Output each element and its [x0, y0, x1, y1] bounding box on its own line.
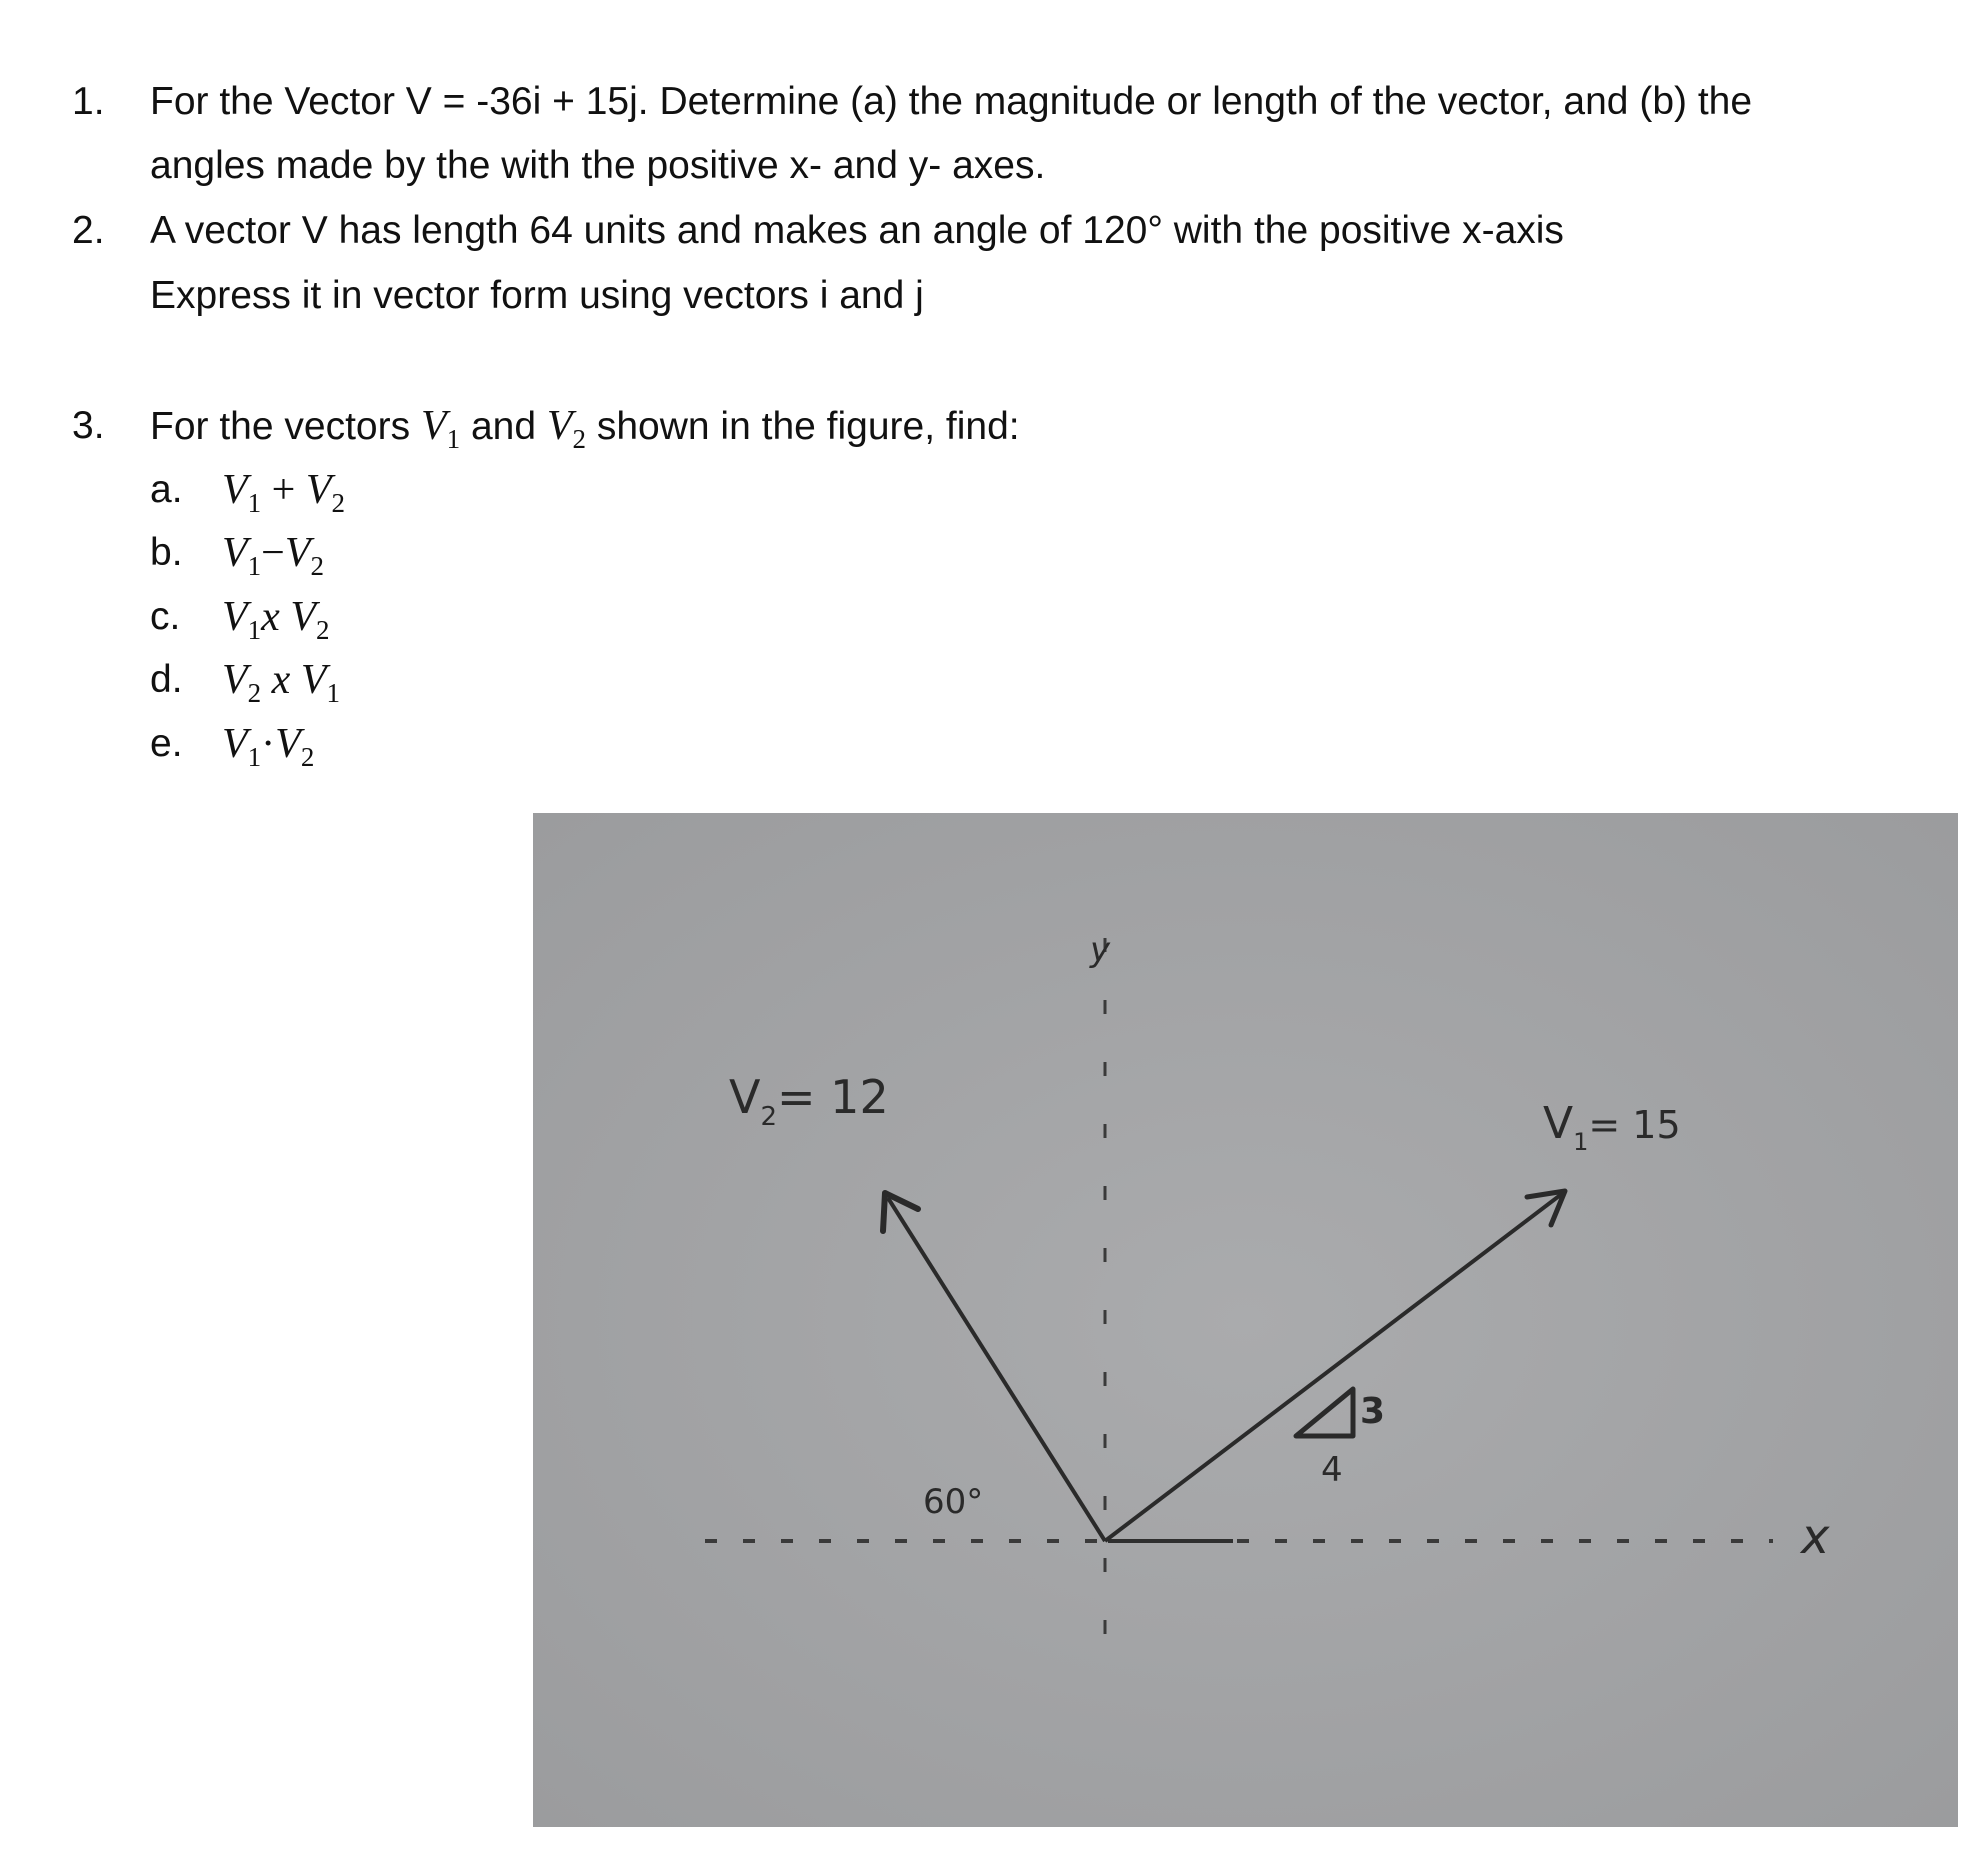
v-letter: V: [222, 657, 248, 703]
v2-symbol: [546, 403, 587, 454]
subscript-2: 2: [572, 424, 587, 454]
plus-operator: +: [271, 467, 296, 513]
vector-figure: [533, 813, 1958, 1827]
part-c-expression: [222, 593, 330, 645]
question-1-number: 1.: [72, 80, 105, 123]
cross-operator: x: [271, 657, 291, 703]
question-1-line-1: For the Vector V = -36i + 15j. Determine (a) the magnitude or length of the vector, and (b) the: [150, 80, 1753, 123]
subscript-1: 1: [326, 678, 340, 708]
question-2-number: 2.: [72, 209, 105, 252]
v1-letter: V: [1543, 1098, 1574, 1149]
cross-operator: x: [261, 594, 280, 640]
v2-letter: V: [729, 1070, 761, 1124]
y-axis-label: y: [1090, 930, 1111, 970]
v1-subscript: 1: [1573, 1128, 1589, 1156]
v-letter: V: [222, 594, 248, 640]
subscript-2: 2: [315, 615, 330, 645]
v-letter: V: [300, 657, 327, 703]
v-letter: V: [222, 530, 248, 576]
minus-operator: −: [261, 530, 285, 576]
v-letter: V: [222, 721, 248, 767]
question-3-and: and: [470, 405, 537, 448]
part-e-expression: [222, 720, 315, 772]
subscript-1: 1: [247, 488, 262, 518]
question-3-suffix: shown in the figure, find:: [596, 405, 1020, 448]
v-letter: V: [284, 530, 311, 576]
vector-diagram: [533, 813, 1958, 1827]
v2-label: [729, 1070, 889, 1132]
question-3-prefix: For the vectors: [150, 405, 411, 448]
part-b-letter: b.: [150, 531, 183, 574]
triangle-rise-label: 3: [1360, 1391, 1386, 1432]
part-c-letter: c.: [150, 595, 181, 638]
part-d-letter: d.: [150, 658, 183, 701]
v-letter: V: [275, 721, 301, 767]
v1-symbol: [420, 403, 461, 454]
triangle-run-label: 4: [1321, 1450, 1343, 1490]
question-2-line-1: A vector V has length 64 units and makes an angle of 120° with the positive x-axis: [150, 209, 1564, 252]
v-letter: V: [546, 403, 573, 449]
v2-subscript: 2: [760, 1102, 778, 1132]
v-letter: V: [222, 467, 248, 513]
part-d-expression: [222, 656, 340, 708]
subscript-2: 2: [310, 551, 324, 581]
figure-background: [533, 813, 1958, 1827]
question-1-line-2: angles made by the with the positive x- and y- axes.: [150, 144, 1046, 187]
v-letter: V: [305, 467, 332, 513]
angle-label: 60°: [923, 1482, 984, 1522]
v-letter: V: [420, 403, 447, 449]
x-axis-label: x: [1801, 1509, 1830, 1565]
question-3-line: [150, 402, 1020, 454]
part-a-expression: [222, 466, 345, 518]
subscript-2: 2: [331, 488, 345, 518]
v1-value: = 15: [1588, 1103, 1681, 1147]
subscript-1: 1: [446, 424, 461, 454]
part-b-expression: [222, 529, 324, 581]
v-letter: V: [290, 594, 316, 640]
question-2-line-2: Express it in vector form using vectors i and j: [150, 274, 924, 317]
subscript-1: 1: [247, 742, 262, 772]
question-3-number: 3.: [72, 404, 105, 447]
v2-value: = 12: [777, 1070, 889, 1124]
part-e-letter: e.: [150, 722, 183, 765]
part-a-letter: a.: [150, 468, 183, 511]
subscript-1: 1: [247, 551, 262, 581]
subscript-1: 1: [247, 615, 262, 645]
dot-operator: ·: [261, 721, 276, 767]
subscript-2: 2: [247, 678, 262, 708]
subscript-2: 2: [300, 742, 315, 772]
